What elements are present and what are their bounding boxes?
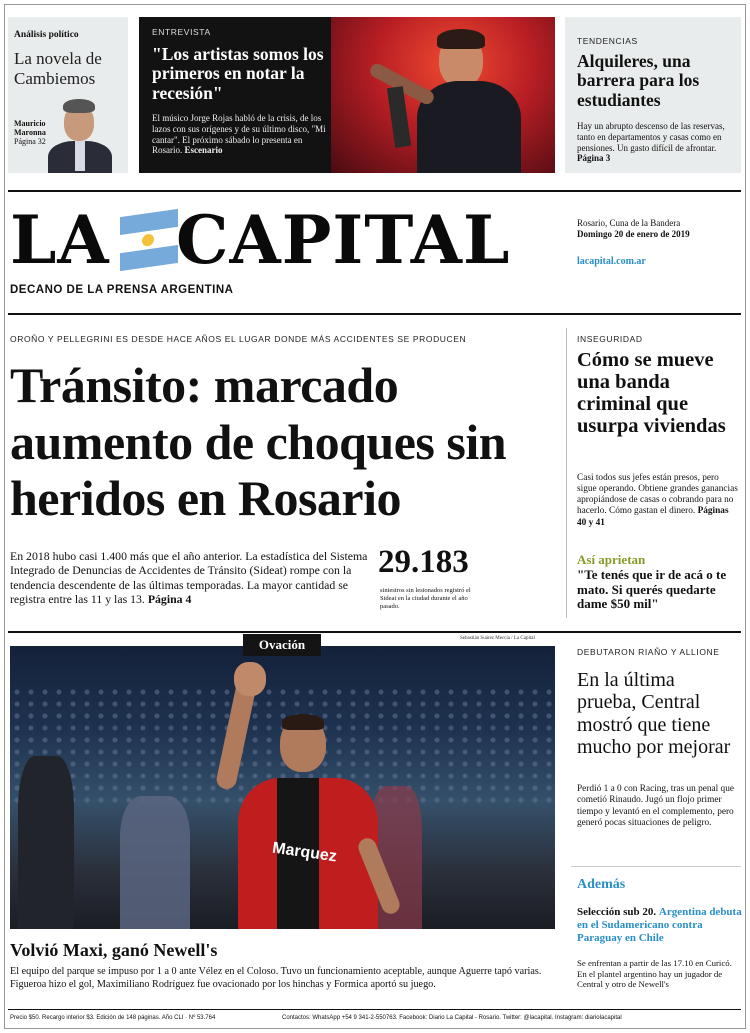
crime-quote-kicker: Así aprietan	[577, 552, 646, 567]
ademas-label: Además	[577, 877, 626, 892]
photo-credit: Sebastián Suárez Meccia / La Capital	[460, 636, 535, 641]
central-body: Perdió 1 a 0 con Racing, tras un penal que cometió Rinaudo. Jugó un flojo primer tiempo y levantó en el complemento, pero generó pocas situaciones de peligro.	[577, 784, 734, 828]
crime-headline[interactable]: Cómo se mueve una banda criminal que usurpa viviendas	[577, 349, 726, 438]
masthead-date: Domingo 20 de enero de 2019	[577, 229, 690, 240]
top-divider	[8, 190, 741, 192]
ademas-title[interactable]	[577, 906, 742, 945]
crime-body-text: Casi todos sus jefes están presos, pero sigue operando. Obtiene grandes ganancias apropiándose de casas o cobrando para no hacerlo. Cómo gastan el dinero.	[577, 473, 738, 517]
ademas-title-colored: Argentina debuta en el Sudamericano contra Paraguay en Chile	[577, 906, 742, 944]
ademas-body: Se enfrentan a partir de las 17.10 en Curicó. En el plantel argentino hay un jugador de Central y otro de Newell's	[577, 958, 732, 990]
lead-stat-value: 29.183	[378, 544, 469, 580]
sport-photo[interactable]	[10, 646, 555, 929]
masthead-word-la: LA	[10, 201, 110, 279]
central-kicker: DEBUTARON RIAÑO Y ALLIONE	[577, 647, 720, 657]
teaser-politics-title: La novela de Cambiemos	[14, 49, 102, 89]
teaser-trends-page: Página 3	[577, 153, 611, 164]
crime-kicker: INSEGURIDAD	[577, 334, 643, 344]
teaser-trends-title: Alquileres, una barrera para los estudiantes	[577, 51, 700, 110]
section-badge-ovacion[interactable]: Ovación	[243, 634, 321, 656]
masthead[interactable]	[10, 201, 555, 279]
masthead-word-capital: CAPITAL	[176, 201, 511, 279]
teaser-interview-title: "Los artistas somos los primeros en notar la recesión"	[152, 44, 324, 103]
teaser-politics-kicker: Análisis político	[14, 30, 79, 40]
player-hair	[282, 714, 324, 730]
teaser-trends-kicker: TENDENCIAS	[577, 36, 638, 46]
sport-body: El equipo del parque se impuso por 1 a 0 ante Vélez en el Coloso. Tuvo un funcionamiento aceptable, aunque Aguerre tapó varias. Figueroa hizo el gol, Maximiliano Rodríguez fue ovacionado por los hinchas y Formica aportó su juego.	[10, 966, 542, 990]
argentina-flag-icon	[120, 209, 178, 271]
ademas-divider	[571, 866, 741, 867]
teaser-interview-kicker: ENTREVISTA	[152, 27, 211, 37]
lead-body-text: En 2018 hubo casi 1.400 más que el año anterior. La estadística del Sistema Integrado de Denuncias de Accidentes de Tránsito (Sideat) rompe con la tendencia descendente de las últimas temporadas. La mayor cantidad se registra entre las 11 y las 13.	[10, 549, 368, 607]
masthead-tagline: DECANO DE LA PRENSA ARGENTINA	[10, 284, 234, 296]
website-link[interactable]: lacapital.com.ar	[577, 256, 646, 267]
author-page: Página 32	[14, 137, 46, 147]
sport-headline[interactable]: Volvió Maxi, ganó Newell's	[10, 940, 218, 960]
ademas-title-bold: Selección sub 20.	[577, 906, 657, 918]
column-divider	[566, 328, 567, 618]
teaser-trends[interactable]	[565, 17, 741, 173]
singer-photo	[331, 17, 555, 173]
bg-player-blue	[120, 796, 190, 929]
footer-contacts: Contactos: WhatsApp +54 9 341-2-550763. Facebook: Diario La Capital - Rosario. Twitter: @lacapital. Instagram: diariolacapital	[282, 1015, 622, 1021]
lead-body	[10, 549, 372, 607]
central-headline[interactable]: En la última prueba, Central mostró que tiene mucho por mejorar	[577, 669, 731, 759]
teaser-interview[interactable]	[139, 17, 555, 173]
masthead-city: Rosario, Cuna de la Bandera	[577, 218, 681, 228]
player-hand	[234, 662, 266, 696]
lead-stat-caption: siniestros sin lesionados registró el Sideat en la ciudad durante el año pasado.	[380, 587, 471, 611]
columnist-portrait	[40, 95, 128, 173]
lead-page: Página 4	[147, 592, 192, 607]
masthead-dateline	[577, 218, 742, 241]
teaser-interview-body	[152, 113, 332, 156]
teaser-interview-text: El músico Jorge Rojas habló de la crisis, de los lazos con sus orígenes y de su último disco, "Mi cantar". El próximo sábado lo presenta en Rosario.	[152, 113, 326, 156]
lead-headline[interactable]: Tránsito: marcado aumento de choques sin heridos en Rosario	[10, 357, 507, 526]
crime-quote: "Te tenés que ir de acá o te mato. Si querés quedarte dame $50 mil"	[577, 567, 727, 612]
teaser-politics[interactable]	[8, 17, 128, 173]
author-first-name: Mauricio	[14, 119, 46, 128]
bg-player-left	[18, 756, 74, 929]
teaser-trends-body	[577, 121, 737, 164]
footer-divider	[8, 1009, 741, 1010]
crime-pages: Páginas 40 y 41	[577, 506, 729, 528]
crime-body	[577, 473, 739, 529]
teaser-interview-section: Escenario	[184, 145, 223, 156]
lower-divider	[8, 631, 741, 633]
jersey-sponsor: Marquez	[271, 839, 338, 866]
author-last-name: Maronna	[14, 128, 46, 138]
footer-price: Precio $50. Recargo interior $3. Edición de 148 páginas. Año CLI · Nº 53.764	[10, 1015, 216, 1021]
lead-kicker: OROÑO Y PELLEGRINI ES DESDE HACE AÑOS EL LUGAR DONDE MÁS ACCIDENTES SE PRODUCEN	[10, 334, 467, 344]
teaser-trends-text: Hay un abrupto descenso de las reservas, tanto en departamentos y casas como en pensiones. Un gasto difícil de afrontar.	[577, 121, 725, 153]
masthead-divider	[8, 313, 741, 315]
